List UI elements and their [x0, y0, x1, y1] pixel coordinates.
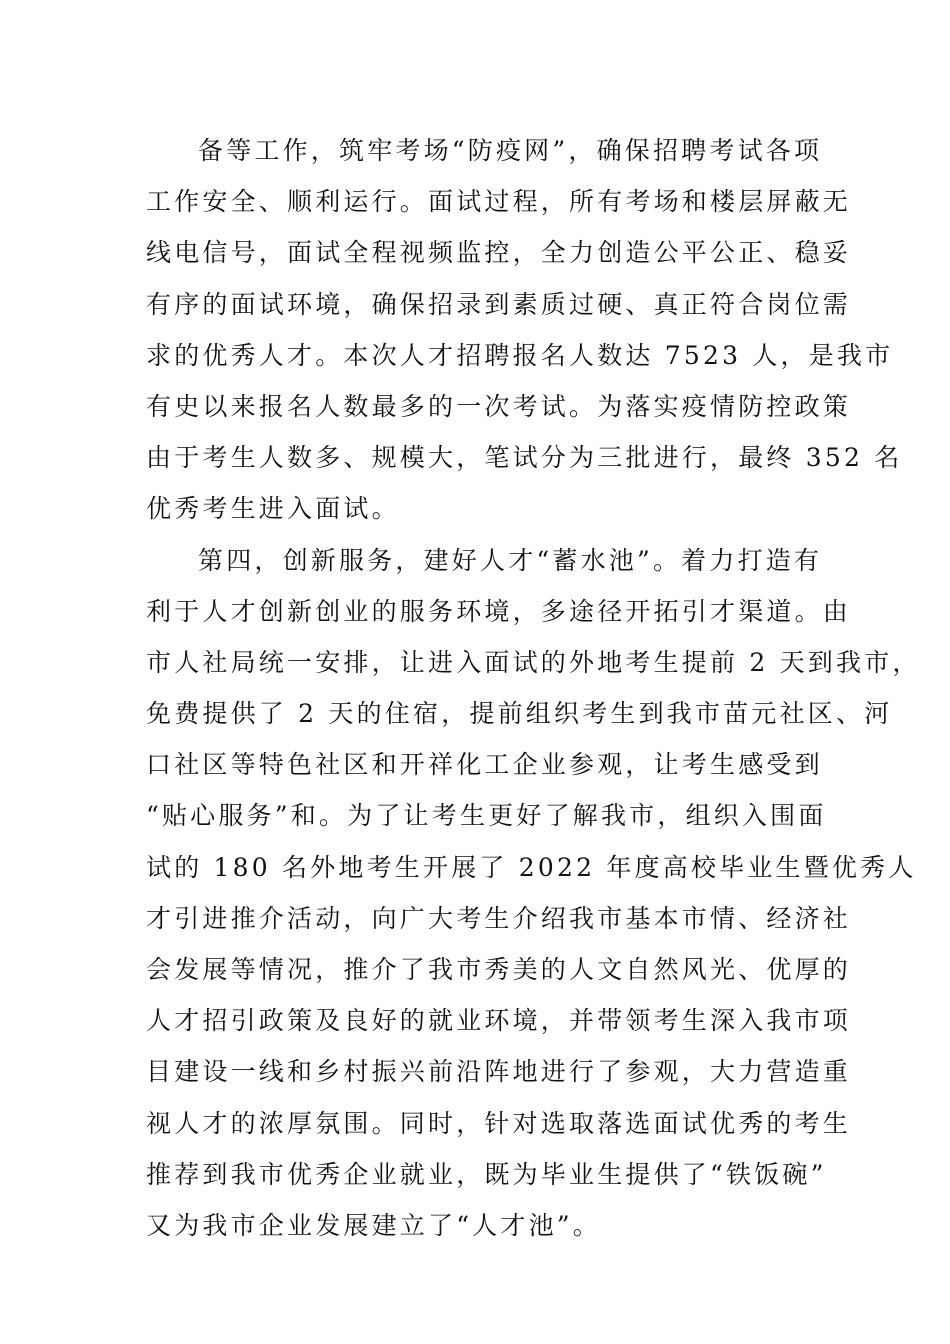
paragraph-line: 目建设一线和乡村振兴前沿阵地进行了参观，大力营造重: [146, 1057, 852, 1087]
paragraph-line: 第四，创新服务，建好人才“蓄水池”。着力打造有: [198, 545, 823, 575]
paragraph-line: 求的优秀人才。本次人才招聘报名人数达 7523 人，是我市: [146, 340, 894, 370]
paragraph-line: 才引进推介活动，向广大考生介绍我市基本市情、经济社: [146, 903, 852, 933]
paragraph-line: 视人才的浓厚氛围。同时，针对选取落选面试优秀的考生: [146, 1108, 852, 1138]
body-text: [146, 125, 921, 1251]
paragraph-line: 试的 180 名外地考生开展了 2022 年度高校毕业生暨优秀人: [146, 852, 917, 882]
paragraph-line: 有序的面试环境，确保招录到素质过硬、真正符合岗位需: [146, 289, 852, 319]
paragraph-line: 优秀考生进入面试。: [146, 494, 400, 524]
paragraph-line: 由于考生人数多、规模大，笔试分为三批进行，最终 352 名: [146, 443, 903, 473]
paragraph-line: 人才招引政策及良好的就业环境，并带领考生深入我市项: [146, 1006, 852, 1036]
paragraph-line: 有史以来报名人数最多的一次考试。为落实疫情防控政策: [146, 391, 852, 421]
paragraph-line: “贴心服务”和。为了让考生更好了解我市，组织入围面: [146, 801, 827, 831]
paragraph-line: 工作安全、顺利运行。面试过程，所有考场和楼层屏蔽无: [146, 187, 852, 217]
paragraph-line: 免费提供了 2 天的住宿，提前组织考生到我市苗元社区、河: [146, 699, 893, 729]
paragraph-line: 市人社局统一安排，让进入面试的外地考生提前 2 天到我市，: [146, 647, 921, 677]
paragraph-line: 会发展等情况，推介了我市秀美的人文自然风光、优厚的: [146, 955, 852, 984]
paragraph-line: 推荐到我市优秀企业就业，既为毕业生提供了“铁饭碗”: [146, 1159, 827, 1189]
paragraph-line: 又为我市企业发展建立了“人才池”。: [146, 1210, 601, 1240]
paragraph-line: 口社区等特色社区和开祥化工企业参观，让考生感受到: [146, 750, 823, 780]
paragraph-line: 备等工作，筑牢考场“防疫网”，确保招聘考试各项: [198, 136, 823, 165]
paragraph-line: 利于人才创新创业的服务环境，多途径开拓引才渠道。由: [146, 596, 852, 626]
paragraph-line: 线电信号，面试全程视频监控，全力创造公平公正、稳妥: [146, 238, 852, 268]
